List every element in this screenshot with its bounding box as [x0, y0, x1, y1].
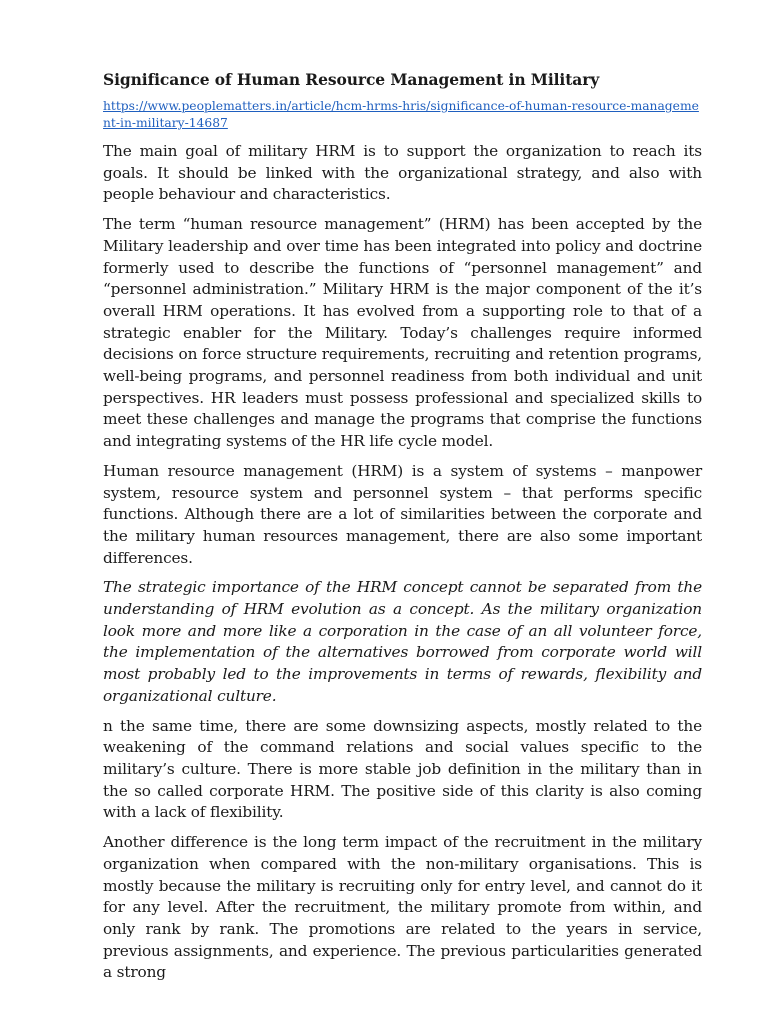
paragraph-main-goal: The main goal of military HRM is to support the organization to reach its goals. It should be linked with the organizational strategy, and also with people behaviour and characteristics. — [103, 142, 702, 204]
paragraph-term-hrm: The term “human resource management” (HRM) has been accepted by the Military leadership and over time has been integrated into policy and doctrine formerly used to describe the functions of “personnel management” and “personnel administration.” Military HRM is the major component of the it’s overall HRM operations. It has evolved from a supporting role to that of a strategic enabler for the Military. Today’s challenges require informed decisions on force structure requirements, recruiting and retention programs, well-being programs, and personnel readiness from both individual and unit perspectives. HR leaders must possess professional and specialized skills to meet these challenges and manage the programs that comprise the functions and integrating systems of the HR life cycle model. — [103, 215, 702, 451]
document-page — [103, 68, 702, 992]
document-title: Significance of Human Resource Management in Military — [103, 70, 600, 89]
paragraph-downsizing-aspects: n the same time, there are some downsizing aspects, mostly related to the weakening of the command relations and social values specific to the military’s culture. There is more stable job definition in the military than in the so called corporate HRM. The positive side of this clarity is also coming with a lack of flexibility. — [103, 716, 702, 822]
paragraph-strategic-importance: The strategic importance of the HRM concept cannot be separated from the understanding of HRM evolution as a concept. As the military organization look more and more like a corporation in the case of an all volunteer force, the implementation of the alternatives borrowed from corporate world will most probably led to the improvements in terms of rewards, flexibility and organizational culture. — [103, 578, 702, 705]
source-link[interactable]: https://www.peoplematters.in/article/hcm-hrms-hris/significance-of-human-resource-management-in-military-14687 — [103, 99, 699, 130]
paragraph-system-of-systems: Human resource management (HRM) is a system of systems – manpower system, resource system and personnel system – that performs specific functions. Although there are a lot of similarities between the corporate and the military human resources management, there are also some important differences. — [103, 461, 702, 567]
paragraph-recruitment-difference: Another difference is the long term impact of the recruitment in the military organization when compared with the non-military organisations. This is mostly because the military is recruiting only for entry level, and cannot do it for any level. After the recruitment, the military promote from within, and only rank by rank. The promotions are related to the years in service, previous assignments, and experience. The previous particularities generated a strong — [103, 833, 702, 982]
